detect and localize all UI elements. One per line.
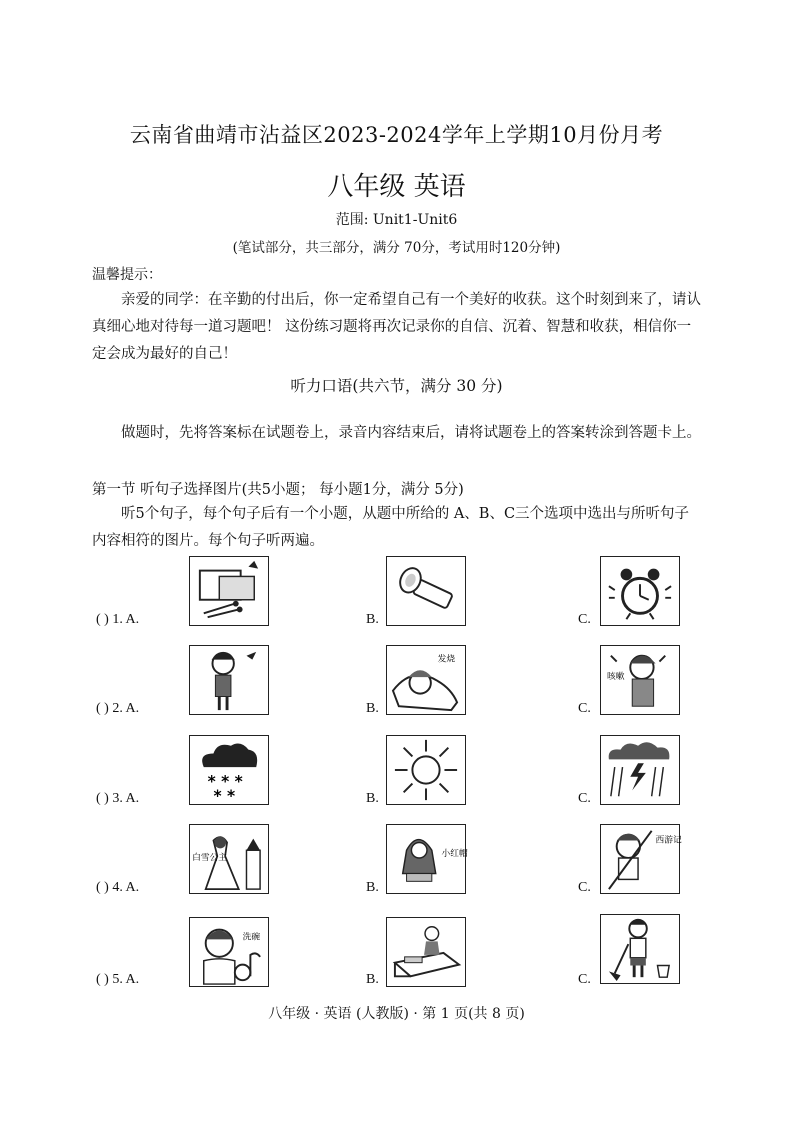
option-b-label[interactable]: B. <box>366 701 379 716</box>
fever-text: 发烧 <box>437 654 456 665</box>
question-row-1 <box>0 556 793 636</box>
option-b-label[interactable]: B. <box>366 612 379 627</box>
option-c-label[interactable]: C. <box>578 701 591 716</box>
little-red-riding-hood-icon[interactable] <box>386 824 466 894</box>
option-b-label[interactable]: B. <box>366 880 379 895</box>
thunderstorm-icon[interactable] <box>600 735 680 805</box>
option-b-label[interactable]: B. <box>366 791 379 806</box>
monkey-king-icon[interactable] <box>600 824 680 894</box>
exam-note: (笔试部分，共三部分，满分 70分，考试用时120分钟) <box>232 240 561 256</box>
option-c-label[interactable]: C. <box>578 612 591 627</box>
part1-title: 第一节 听句子选择图片(共5小题； 每小题1分，满分 5分) <box>92 482 464 498</box>
listening-heading: 听力口语(共六节，满分 30 分) <box>290 377 503 395</box>
part1-description: 听5个句子，每个句子后有一个小题，从题中所给的 A、B、C三个选项中选出与所听句子内容相符的图片。每个句子听两遍。 <box>92 506 690 549</box>
making-bed-icon[interactable] <box>386 917 466 987</box>
svg-text:* * *: * * * <box>207 772 243 791</box>
question-label[interactable]: ( ) 2. A. <box>96 701 140 716</box>
wash-dishes-text: 洗碗 <box>242 932 261 943</box>
question-label[interactable]: ( ) 3. A. <box>96 791 140 806</box>
red-hood-text: 小红帽 <box>441 849 468 860</box>
question-label[interactable]: ( ) 1. A. <box>96 612 140 627</box>
exam-title: 云南省曲靖市沾益区2023-2024学年上学期10月份月考 <box>129 123 664 147</box>
sneezing-girl-icon[interactable] <box>189 645 269 715</box>
sweeping-floor-icon[interactable] <box>600 914 680 984</box>
princess-text: 白雪公主 <box>192 852 228 863</box>
exam-subtitle: 八年级 英语 <box>327 172 466 202</box>
tip-body: 亲爱的同学：在辛勤的付出后，你一定希望自己有一个美好的收获。这个时刻到来了，请认真细心地对待每一道习题吧！ 这份练习题将再次记录你的自信、沉着、智慧和收获，相信你一定会成为最好的自己！ <box>92 292 701 362</box>
option-c-label[interactable]: C. <box>578 791 591 806</box>
listening-instruction: 做题时，先将答案标在试题卷上，录音内容结束后，请将试题卷上的答案转涂到答题卡上。 <box>121 425 701 441</box>
question-label[interactable]: ( ) 5. A. <box>96 972 140 987</box>
svg-text:* *: * * <box>213 787 236 806</box>
flashlight-icon[interactable] <box>386 556 466 626</box>
page-footer: 八年级 · 英语 (人教版) · 第 1 页(共 8 页) <box>268 1006 525 1022</box>
option-c-label[interactable]: C. <box>578 880 591 895</box>
journey-west-text: 西游记 <box>655 835 682 846</box>
option-c-label[interactable]: C. <box>578 972 591 987</box>
snow-cloud-icon[interactable] <box>189 735 269 805</box>
alarm-clock-icon[interactable] <box>600 556 680 626</box>
fever-girl-icon[interactable] <box>386 645 466 715</box>
question-row-2 <box>0 645 793 725</box>
question-row-4 <box>0 824 793 904</box>
sun-icon[interactable] <box>386 735 466 805</box>
exam-scope: 范围: Unit1-Unit6 <box>335 212 458 228</box>
princess-castle-icon[interactable] <box>189 824 269 894</box>
washing-dishes-icon[interactable] <box>189 917 269 987</box>
matches-icon[interactable] <box>189 556 269 626</box>
option-b-label[interactable]: B. <box>366 972 379 987</box>
question-row-5 <box>0 914 793 994</box>
question-label[interactable]: ( ) 4. A. <box>96 880 140 895</box>
tip-label: 温馨提示： <box>92 267 162 283</box>
coughing-boy-icon[interactable] <box>600 645 680 715</box>
cough-text: 咳嗽 <box>606 672 625 683</box>
question-row-3 <box>0 735 793 815</box>
